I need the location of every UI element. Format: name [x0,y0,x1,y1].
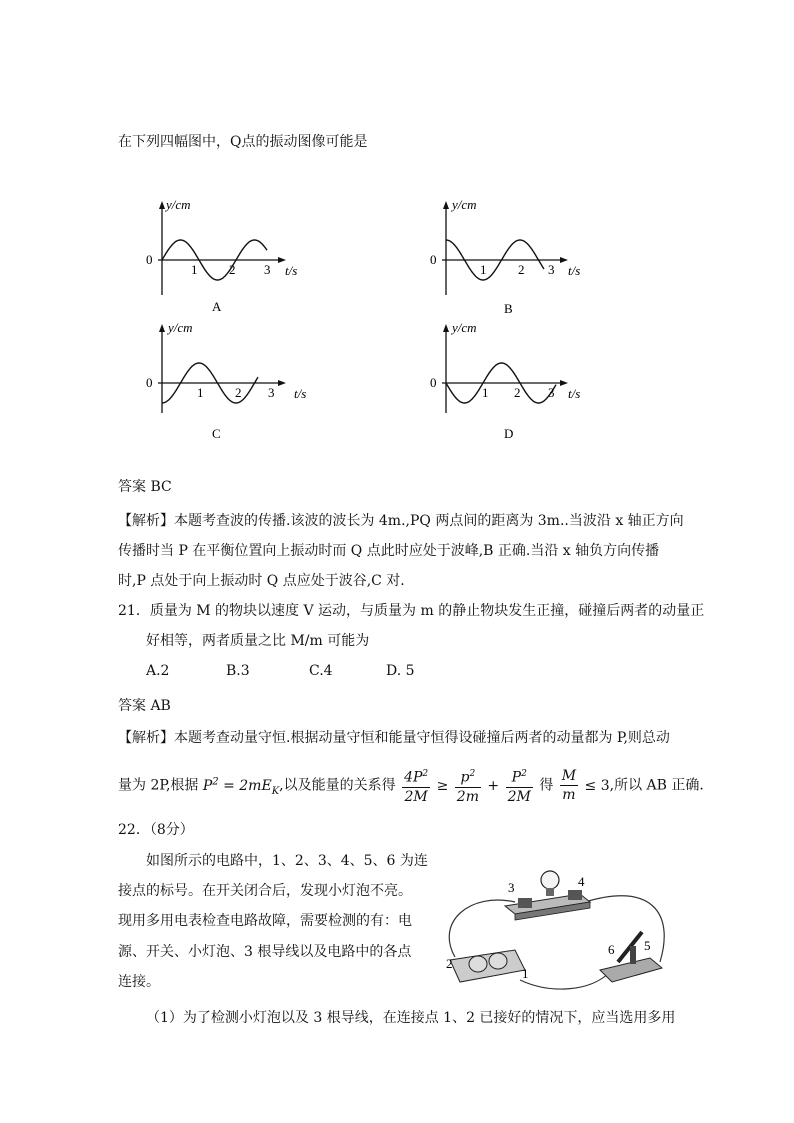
graph-c-tick-1: 1 [197,385,204,400]
circuit-diagram [430,862,685,997]
graph-d-ylabel: y/cm [452,320,477,335]
q21-analysis-line2 [118,762,704,811]
formula-mass-ratio: $\frac{M}{m}$ ≤ 3 [561,768,610,804]
circuit-label-3: 3 [508,880,515,895]
q22-text-line1: 如图所示的电路中，1、2、3、4、5、6 为连 [146,853,428,869]
q21-options [146,663,446,683]
q22-text-line2: 接点的标号。在开关闭合后，发现小灯泡不亮。 [118,883,412,899]
q22-heading: 22．（8分） [118,822,194,838]
q20-analysis-line2: 传播时当 P 在平衡位置向上振动时而 Q 点此时应处于波峰,B 正确.当沿 x 轴负方向传播 [118,543,660,559]
q21-option-a: A.2 [146,663,170,679]
bulb-icon [541,871,559,889]
circuit-label-5: 5 [644,938,651,953]
graph-a-tick-1: 1 [191,262,198,277]
q22-text-line6: （1）为了检测小灯泡以及 3 根导线，在连接点 1、2 已接好的情况下，应当选用多用 [146,1010,676,1026]
graph-c-label: C [212,426,221,441]
q21-option-b: B.3 [226,663,250,679]
graph-a-xlabel: t/s [285,263,298,278]
graph-d-origin: 0 [430,375,437,390]
graph-b-label: B [504,301,513,315]
graph-c-ylabel: y/cm [168,320,193,335]
circuit-label-1: 1 [522,966,529,981]
graph-d-tick-2: 2 [514,385,521,400]
circuit-label-2: 2 [446,956,453,971]
circuit-label-6: 6 [608,942,615,957]
graph-b-tick-3: 3 [548,262,555,277]
graph-a-tick-3: 3 [264,262,271,277]
formula-momentum-energy: $P^2 = 2mE_K$ [202,776,280,797]
circuit-label-4: 4 [578,874,585,889]
q21-analysis-text-a: 量为 2P,根据 [118,777,199,794]
q21-stem-line1: 21．质量为 M 的物块以速度 V 运动，与质量为 m 的静止物块发生正撞，碰撞后两者的动量正 [118,603,705,619]
q21-analysis-text-d: ,所以 AB 正确. [609,777,704,794]
formula-energy-inequality: $\frac{4P^2}{2M}$ ≥ $\frac{p^2}{2m}$ + $\frac{P^2}{2M}$ [400,778,539,794]
graph-d [410,318,590,443]
graph-a-origin: 0 [146,252,153,267]
q21-analysis-text-c: 得 [539,777,554,794]
graph-c-tick-3: 3 [268,385,275,400]
q21-stem-line2: 好相等，两者质量之比 M/m 可能为 [146,633,370,649]
graph-b [410,195,590,315]
graph-b-origin: 0 [430,252,437,267]
graph-b-ylabel: y/cm [452,197,477,212]
graph-b-tick-2: 2 [518,262,525,277]
q21-analysis-line1: 【解析】本题考查动量守恒.根据动量守恒和能量守恒得设碰撞后两者的动量都为 P,则总动 [118,730,670,746]
graph-d-label: D [504,426,514,441]
q21-option-d: D. 5 [386,663,415,679]
graph-a-ylabel: y/cm [166,197,191,212]
graph-a-tick-2: 2 [229,262,236,277]
q22-text-line4: 源、开关、小灯泡、3 根导线以及电路中的各点 [118,944,412,960]
q21-answer: 答案 AB [118,698,171,714]
q21-option-c: C.4 [309,663,333,679]
q20-answer: 答案 BC [118,479,172,495]
graph-c-origin: 0 [146,375,153,390]
graph-d-tick-1: 1 [482,385,489,400]
q21-analysis-text-b: ,以及能量的关系得 [279,777,396,794]
q20-analysis-line3: 时,P 点处于向上振动时 Q 点应处于波谷,C 对. [118,573,405,589]
graph-c-xlabel: t/s [294,386,307,401]
graph-a [140,195,300,315]
q22-text-line5: 连接。 [118,974,160,990]
question-intro: 在下列四幅图中，Q点的振动图像可能是 [118,134,368,150]
q22-text-line3: 现用多用电表检查电路故障，需要检测的有：电 [118,913,412,929]
graph-b-tick-1: 1 [480,262,487,277]
graph-c-tick-2: 2 [235,385,242,400]
battery-icon [469,956,487,972]
graph-a-label: A [212,299,222,314]
graph-c [140,318,320,443]
graph-d-tick-3: 3 [548,385,555,400]
graph-b-xlabel: t/s [568,263,581,278]
graph-d-xlabel: t/s [568,386,581,401]
q20-analysis-line1: 【解析】本题考查波的传播.该波的波长为 4m.,PQ 两点间的距离为 3m..当波沿 x 轴正方向 [118,513,684,529]
